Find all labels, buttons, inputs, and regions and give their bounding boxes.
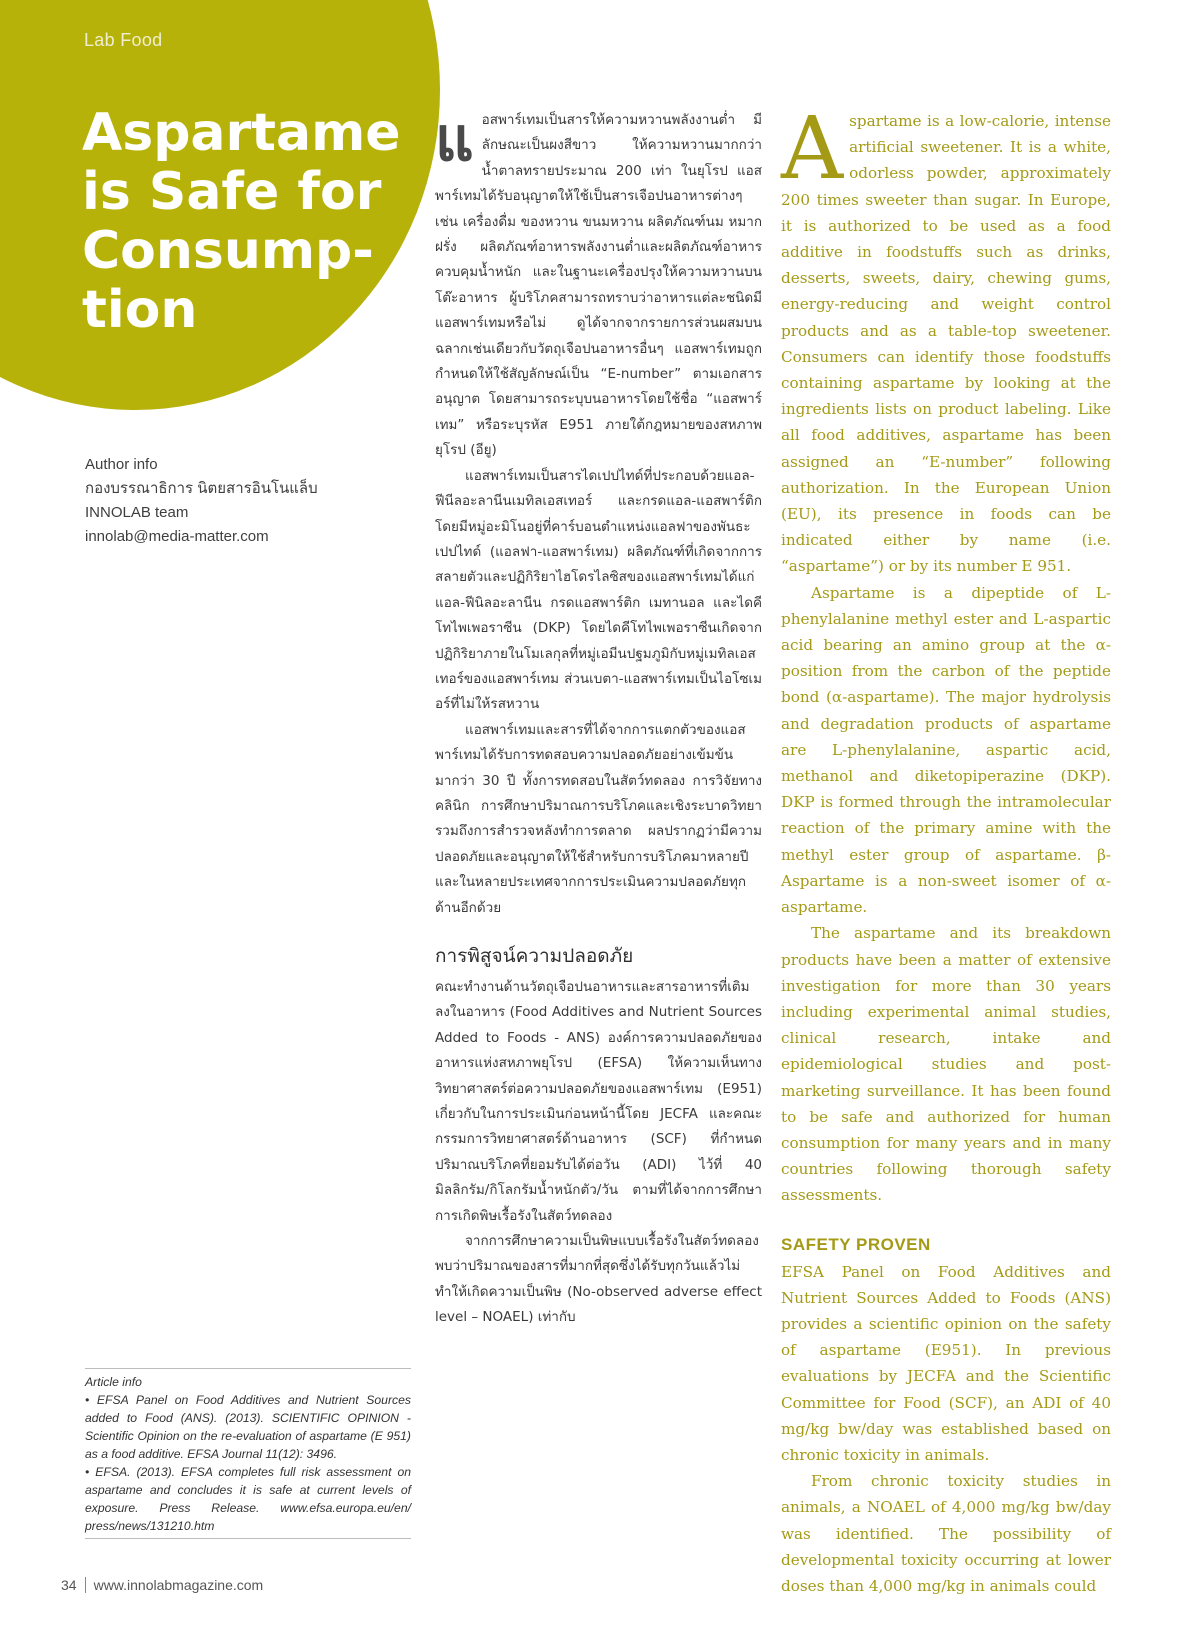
reference-item: • EFSA. (2013). EFSA completes full risk assessment on aspartame and concludes it is safe at current levels of exposure. Press Release. www.efsa.europa.eu/en/ press/news/131210.htm [85, 1465, 411, 1533]
thai-paragraph: จากการศึกษาความเป็นพิษแบบเรื้อรังในสัตว์ทดลอง พบว่าปริมาณของสารที่มากที่สุดซึ่งได้รับทุกวันแล้วไม่ทำให้เกิดความเป็นพิษ (No-observed adverse effect level – NOAEL) เท่ากับ [435, 1233, 762, 1326]
section-label: Lab Food [84, 30, 163, 50]
author-line: INNOLAB team [85, 504, 189, 521]
author-email: innolab@media-matter.com [85, 528, 269, 545]
title-line: Aspartame [82, 103, 401, 163]
english-paragraph: Aspartame is a dipeptide of L-phenylalanine methyl ester and L-aspartic acid bearing an amino group at the α-position from the carbon of the peptide bond (α-aspartame). The major hydrolysis and degradation products of aspartame are L-phenylalanine, aspartic acid, methanol and diketopiperazine (DKP). DKP is formed through the intramolecular reaction of the primary amine with the methyl ester group of aspartame. β-Aspartame is a non-sweet isomer of α-aspartame. [781, 583, 1111, 917]
english-paragraph: From chronic toxicity studies in animals, a NOAEL of 4,000 mg/kg bw/day was identified. The possibility of developmental toxicity occurring at lower doses than 4,000 mg/kg in animals could [781, 1472, 1111, 1595]
page-number: 34 [61, 1577, 77, 1593]
author-line: กองบรรณาธิการ นิตยสารอินโนแล็บ [85, 480, 318, 497]
english-drop-cap: A [781, 99, 844, 199]
title-line: Consump- [82, 221, 374, 281]
thai-paragraph: คณะทำงานด้านวัตถุเจือปนอาหารและสารอาหารที่เติมลงในอาหาร (Food Additives and Nutrient Sources Added to Foods - ANS) องค์การความปลอดภัยของอาหารแห่งสหภาพยุโรป (EFSA) ให้ความเห็นทางวิทยาศาสตร์ต่อความปลอดภัยของแอสพาร์เทม (E951) เกี่ยวกับในการประเมินก่อนหน้านี้โดย JECFA และคณะกรรมการวิทยาศาสตร์ด้านอาหาร (SCF) ที่กำหนดปริมาณบริโภคที่ยอมรับได้ต่อวัน (ADI) ไว้ที่ 40 มิลลิกรัม/กิโลกรัมน้ำหนักตัว/วัน ตามที่ได้จากการศึกษาการเกิดพิษเรื้อรังในสัตว์ทดลอง [435, 979, 762, 1224]
reference-item: • EFSA Panel on Food Additives and Nutrient Sources added to Food (ANS). (2013). SCIENTIFIC OPINION -Scientific Opinion on the re-evaluation of aspartame (E 951) as a food additive. EFSA Journal 11(12): 3496. [85, 1393, 411, 1461]
english-paragraph: EFSA Panel on Food Additives and Nutrient Sources Added to Foods (ANS) provides a scientific opinion on the safety of aspartame (E951). In previous evaluations by JECFA and the Scientific Committee for Food (SCF), an ADI of 40 mg/kg bw/day was established based on chronic toxicity in animals. [781, 1262, 1111, 1464]
thai-drop-cap: แ [435, 105, 474, 175]
english-paragraph [781, 99, 1111, 580]
thai-paragraph-text: อสพาร์เทมเป็นสารให้ความหวานพลังงานต่ำ มีลักษณะเป็นผงสีขาว ให้ความหวานมากกว่าน้ำตาลทรายประมาณ 200 เท่า ในยุโรป แอสพาร์เทมได้รับอนุญาตให้ใช้เป็นสารเจือปนอาหารต่างๆ เช่น เครื่องดื่ม ของหวาน ขนมหวาน ผลิตภัณฑ์นม หมากฝรั่ง ผลิตภัณฑ์อาหารพลังงานต่ำและผลิตภัณฑ์อาหารควบคุมน้ำหนัก และในฐานะเครื่องปรุงให้ความหวานบนโต๊ะอาหาร ผู้บริโภคสามารถทราบว่าอาหารแต่ละชนิดมีแอสพาร์เทมหรือไม่ ดูได้จากจากรายการส่วนผสมบนฉลากเช่นเดียวกับวัตถุเจือปนอาหารอื่นๆ แอสพาร์เทมถูกกำหนดให้ใช้สัญลักษณ์เป็น “E-number” ตามเอกสารอนุญาต โดยสามารถระบุบนอาหารโดยใช้ชื่อ “แอสพาร์เทม” หรือระบุรหัส E951 ภายใต้กฎหมายของสหภาพยุโรป (อียู) [435, 112, 762, 459]
thai-paragraph: แอสพาร์เทมเป็นสารไดเปปไทด์ที่ประกอบด้วยแอล-ฟีนีลอะลานีนเมทิลเอสเทอร์ และกรดแอล-แอสพาร์ติก โดยมีหมู่อะมิโนอยู่ที่คาร์บอนตำแหน่งแอลฟาของพันธะเปปไทด์ (แอลฟา-แอสพาร์เทม) ผลิตภัณฑ์ที่เกิดจากการสลายตัวและปฏิกิริยาไฮโดรไลซิสของแอสพาร์เทมได้แก่ แอล-ฟีนิลอะลานีน กรดแอสพาร์ติก เมทานอล และไดคีโทไพเพอราซีน (DKP) โดยไดคีโทไพเพอราซีนเกิดจากปฏิกิริยาภายในโมเลกุลที่หมู่เอมีนปฐมภูมิกับหมู่เมทิลเอสเทอร์ของแอสพาร์เทม ส่วนเบตา-แอสพาร์เทมเป็นไอโซเมอร์ที่ไม่ให้รสหวาน [435, 467, 762, 713]
thai-paragraph [435, 105, 762, 464]
english-section-heading: SAFETY PROVEN [781, 1234, 931, 1254]
thai-article-column [435, 105, 762, 1331]
title-line: tion [82, 280, 198, 340]
article-title [82, 104, 402, 340]
english-paragraph: The aspartame and its breakdown products have been a matter of extensive investigation for more than 30 years including experimental animal studies, clinical research, intake and epidemiological studies and post-marketing surveillance. It has been found to be safe and authorized for human consumption for many years and in many countries following thorough safety assessments. [781, 924, 1111, 1205]
article-info-heading: Article info [85, 1375, 142, 1389]
author-info [85, 453, 318, 549]
article-info [85, 1368, 411, 1539]
title-line: is Safe for [82, 162, 382, 222]
author-info-heading: Author info [85, 456, 158, 473]
magazine-url[interactable]: www.innolabmagazine.com [93, 1577, 264, 1593]
english-article-column [781, 99, 1111, 1599]
thai-paragraph: แอสพาร์เทมและสารที่ได้จากการแตกตัวของแอสพาร์เทมได้รับการทดสอบความปลอดภัยอย่างเข้มข้นมากว่า 30 ปี ทั้งการทดสอบในสัตว์ทดลอง การวิจัยทางคลินิก การศึกษาปริมาณการบริโภคและเชิงระบาดวิทยา รวมถึงการสำรวจหลังทำการตลาด ผลปรากฏว่ามีความปลอดภัยและอนุญาตให้ใช้สำหรับการบริโภคมาหลายปีและในหลายประเทศจากการประเมินความปลอดภัยทุกด้านอีกด้วย [435, 721, 762, 916]
page-footer [61, 1577, 263, 1593]
thai-section-heading: การพิสูจน์ความปลอดภัย [435, 945, 634, 967]
english-paragraph-text: spartame is a low-calorie, intense artificial sweetener. It is a white, odorless powder, approximately 200 times sweeter than sugar. In Europe, it is authorized to be used as a food additive in foodstuffs such as drinks, desserts, sweets, dairy, chewing gums, energy-reducing and weight control products and as a table-top sweetener. Consumers can identify those foodstuffs containing aspartame by looking at the ingredients lists on product labeling. Like all food additives, aspartame has been assigned an “E-number” following authorization. In the European Union (EU), its presence in foods can be indicated either by name (i.e. “aspartame”) or by its number E 951. [781, 112, 1111, 576]
footer-divider [85, 1577, 86, 1593]
